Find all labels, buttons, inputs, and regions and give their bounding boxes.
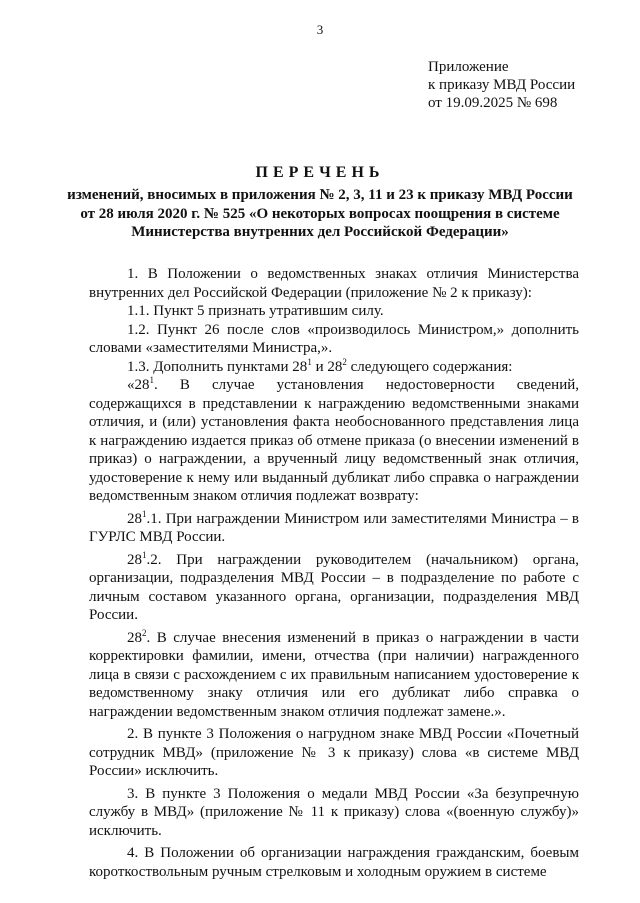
text-run: . В случае внесения изменений в приказ о награждении в части корректировки фамилии, имени, отчества (при наличии) награжденного лица в связи с расхождением с их правильным написанием удостоверение к ведомственному знаку отличия или его дубликат либо справка о награждении ведомственным знаком отличия подлежат замене.». <box>89 629 579 720</box>
paragraph <box>89 358 579 377</box>
document-body <box>89 265 579 881</box>
paragraph <box>89 510 579 547</box>
paragraph: 4. В Положении об организации награждения гражданским, боевым короткоствольным ручным стрелковым и холодным оружием в системе <box>89 845 579 880</box>
text-run: следующего содержания: <box>346 358 513 375</box>
document-subtitle: изменений, вносимых в приложения № 2, 3, 11 и 23 к приказу МВД России от 28 июля 2020 г. № 525 «О некоторых вопросах поощрения в системе Министерства внутренних дел Российской Федерации» <box>67 187 573 240</box>
appendix-line: к приказу МВД России <box>428 77 576 93</box>
text-run: 28 <box>127 551 142 568</box>
superscript: 1 <box>142 508 147 519</box>
text-run: и 28 <box>311 358 343 375</box>
text-run: «28 <box>127 377 150 393</box>
document-title: ПЕРЕЧЕНЬ <box>255 164 385 181</box>
text-run: .2. При награждении руководителем (начальником) органа, организации, подразделения МВД России – в подразделение по работе с личным составом указанного органа, организации, подразделения МВД России. <box>89 551 579 623</box>
appendix-block <box>428 58 575 112</box>
superscript: 1 <box>142 549 147 560</box>
text-run: 28 <box>127 629 142 646</box>
text-run: . В случае установления недостоверности сведений, содержащихся в представлении к награждению ведомственными знаками отличия, и (или) установления факта необоснованного представления лица к награждению издается приказ об отмене приказа (о внесении изменений в приказ) о награждении, а врученный лицу ведомственный знак отличия, удостоверение к нему или выданный дубликат либо справка о награждении ведомственным знаком отличия подлежат возврату: <box>89 377 579 504</box>
paragraph: 1.2. Пункт 26 после слов «производилось Министром,» дополнить словами «заместителями Министра,». <box>89 321 579 356</box>
paragraph: 1. В Положении о ведомственных знаках отличия Министерства внутренних дел Российской Федерации (приложение № 2 к приказу): <box>89 266 579 301</box>
paragraph: 2. В пункте 3 Положения о нагрудном знаке МВД России «Почетный сотрудник МВД» (приложение № 3 к приказу) слова «в системе МВД России» исключить. <box>89 726 579 779</box>
text-run: .1. При награждении Министром или заместителями Министра – в ГУРЛС МВД России. <box>89 510 579 545</box>
text-run: 28 <box>127 510 142 527</box>
paragraph: 1.1. Пункт 5 признать утратившим силу. <box>127 303 384 319</box>
appendix-line: от 19.09.2025 № 698 <box>428 95 558 111</box>
paragraph <box>89 551 579 625</box>
appendix-line: Приложение <box>428 59 509 75</box>
superscript: 1 <box>307 356 312 367</box>
page-number: 3 <box>316 22 324 37</box>
paragraph <box>89 629 579 722</box>
superscript: 2 <box>142 627 147 638</box>
superscript: 2 <box>342 356 347 367</box>
document-heading <box>60 162 580 242</box>
text-run: 1.3. Дополнить пунктами 28 <box>127 358 308 375</box>
paragraph: 3. В пункте 3 Положения о медали МВД России «За безупречную службу в МВД» (приложение № 11 к приказу) слова «(военную службу)» исключить. <box>89 785 579 839</box>
superscript: 1 <box>149 375 154 385</box>
paragraph <box>89 376 579 506</box>
